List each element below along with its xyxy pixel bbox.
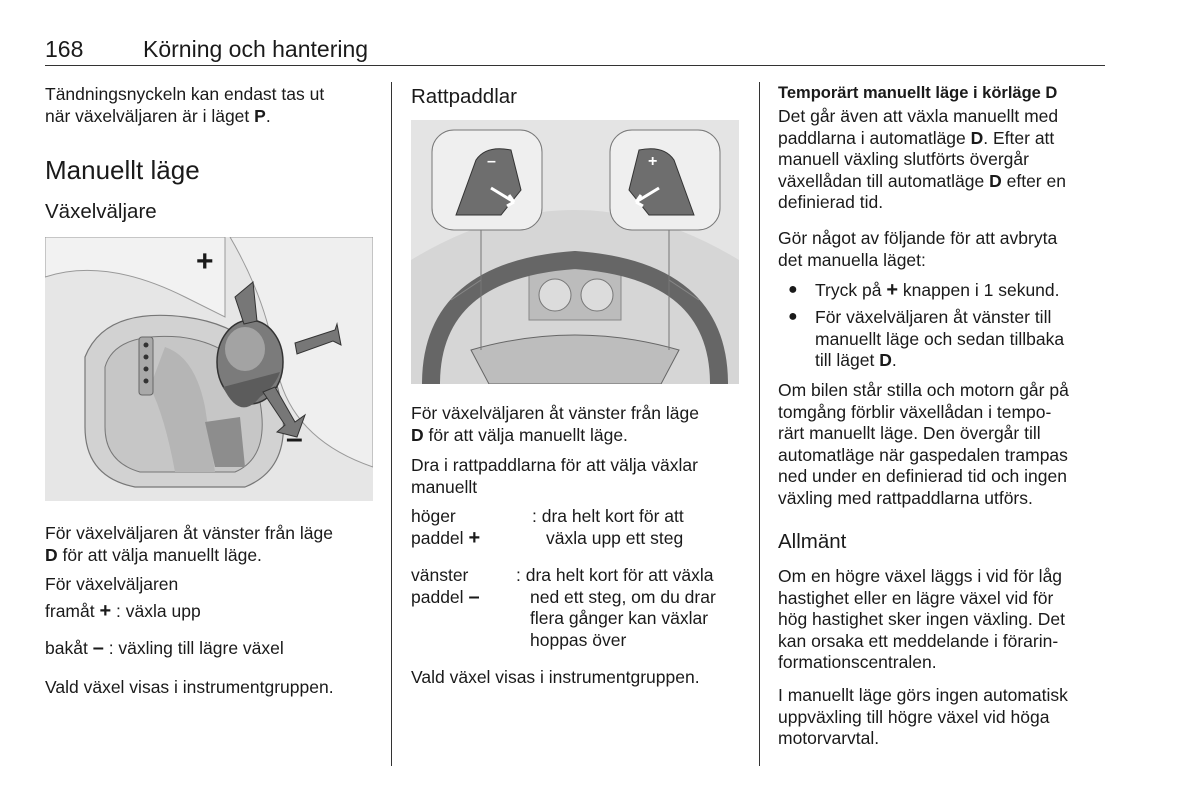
bullet-item-move-selector: För växelväljaren åt vänster till manuellt läge och sedan tillbaka till läget D.: [815, 307, 1065, 370]
gear-selector-illustration: [45, 237, 373, 501]
column-divider-1: [391, 82, 392, 766]
paddles-instruction: Dra i rattpaddlarna för att välja växlar manuellt: [411, 455, 698, 497]
subheading-temporary-manual: Temporärt manuellt läge i körläge D: [778, 84, 1058, 102]
cancel-instruction: Gör något av följande för att avbryta det manuella läget:: [778, 228, 1058, 270]
paddles-caption: För växelväljaren åt vänster från läge D för att välja manuellt läge.: [411, 403, 699, 445]
backward-definition: bakåt – : växling till lägre växel: [45, 637, 284, 659]
left-paddle-description: : dra helt kort för att växla ned ett steg, om du drar flera gånger kan växlar hoppas över: [516, 565, 716, 650]
bullet-icon: ●: [788, 308, 798, 325]
gear-selector-caption: För växelväljaren åt vänster från läge D för att välja manuellt läge.: [45, 523, 333, 565]
minus-icon: –: [468, 585, 480, 608]
temporary-manual-paragraph: Det går även att växla manuellt med paddlarna i automatläge D. Efter att manuell växling slutförts övergår växellådan till automatläge D efter en definierad tid.: [778, 106, 1066, 212]
subheading-paddles: Rattpaddlar: [411, 85, 517, 108]
subheading-gear-selector: Växelväljare: [45, 200, 157, 223]
bullet-item-press-plus: Tryck på + knappen i 1 sekund.: [815, 279, 1060, 301]
minus-icon: –: [92, 637, 104, 659]
column-divider-2: [759, 82, 760, 766]
bullet-icon: ●: [788, 281, 798, 298]
plus-symbol-icon: +: [196, 245, 214, 278]
chapter-title: Körning och hantering: [143, 36, 369, 62]
forward-definition: framåt + : växla upp: [45, 600, 201, 622]
no-upshift-paragraph: I manuellt läge görs ingen automatisk uppväxling till högre växel vid höga motorvarvtal.: [778, 685, 1068, 748]
left-paddle-term: vänster paddel –: [411, 565, 480, 608]
plus-icon: +: [886, 279, 898, 301]
paddle-plus-icon: +: [648, 153, 658, 170]
plus-icon: +: [99, 600, 112, 622]
right-paddle-term: höger paddel +: [411, 506, 481, 549]
standstill-paragraph: Om bilen står stilla och motorn går på tomgång förblir växellådan i tempo- rärt manuellt läge. Den övergår till automatläge när gaspedalen trampas ned under en definierad tid och ingen växling med rattpaddlarna utförs.: [778, 380, 1069, 508]
header-rule: [45, 65, 1105, 66]
for-label: För växelväljaren: [45, 574, 179, 594]
steering-paddles-illustration: [411, 120, 739, 384]
gear-shown-note-2: Vald växel visas i instrumentgruppen.: [411, 667, 700, 687]
right-paddle-description: : dra helt kort för att växla upp ett steg: [532, 506, 684, 548]
general-paragraph: Om en högre växel läggs i vid för låg hastighet eller en lägre växel vid för hög hastighet sker ingen växling. Det kan orsaka ett meddelande i förarin- formationscentralen.: [778, 566, 1065, 672]
paddle-minus-icon: –: [487, 153, 496, 170]
plus-icon: +: [468, 526, 481, 549]
subheading-general: Allmänt: [778, 530, 847, 553]
section-heading-manual-mode: Manuellt läge: [45, 155, 200, 185]
minus-symbol-icon: –: [286, 422, 303, 455]
intro-paragraph: Tändningsnyckeln kan endast tas ut när växelväljaren är i läget P.: [45, 84, 325, 126]
page-number: 168: [45, 36, 84, 62]
gear-shown-note: Vald växel visas i instrumentgruppen.: [45, 677, 334, 697]
